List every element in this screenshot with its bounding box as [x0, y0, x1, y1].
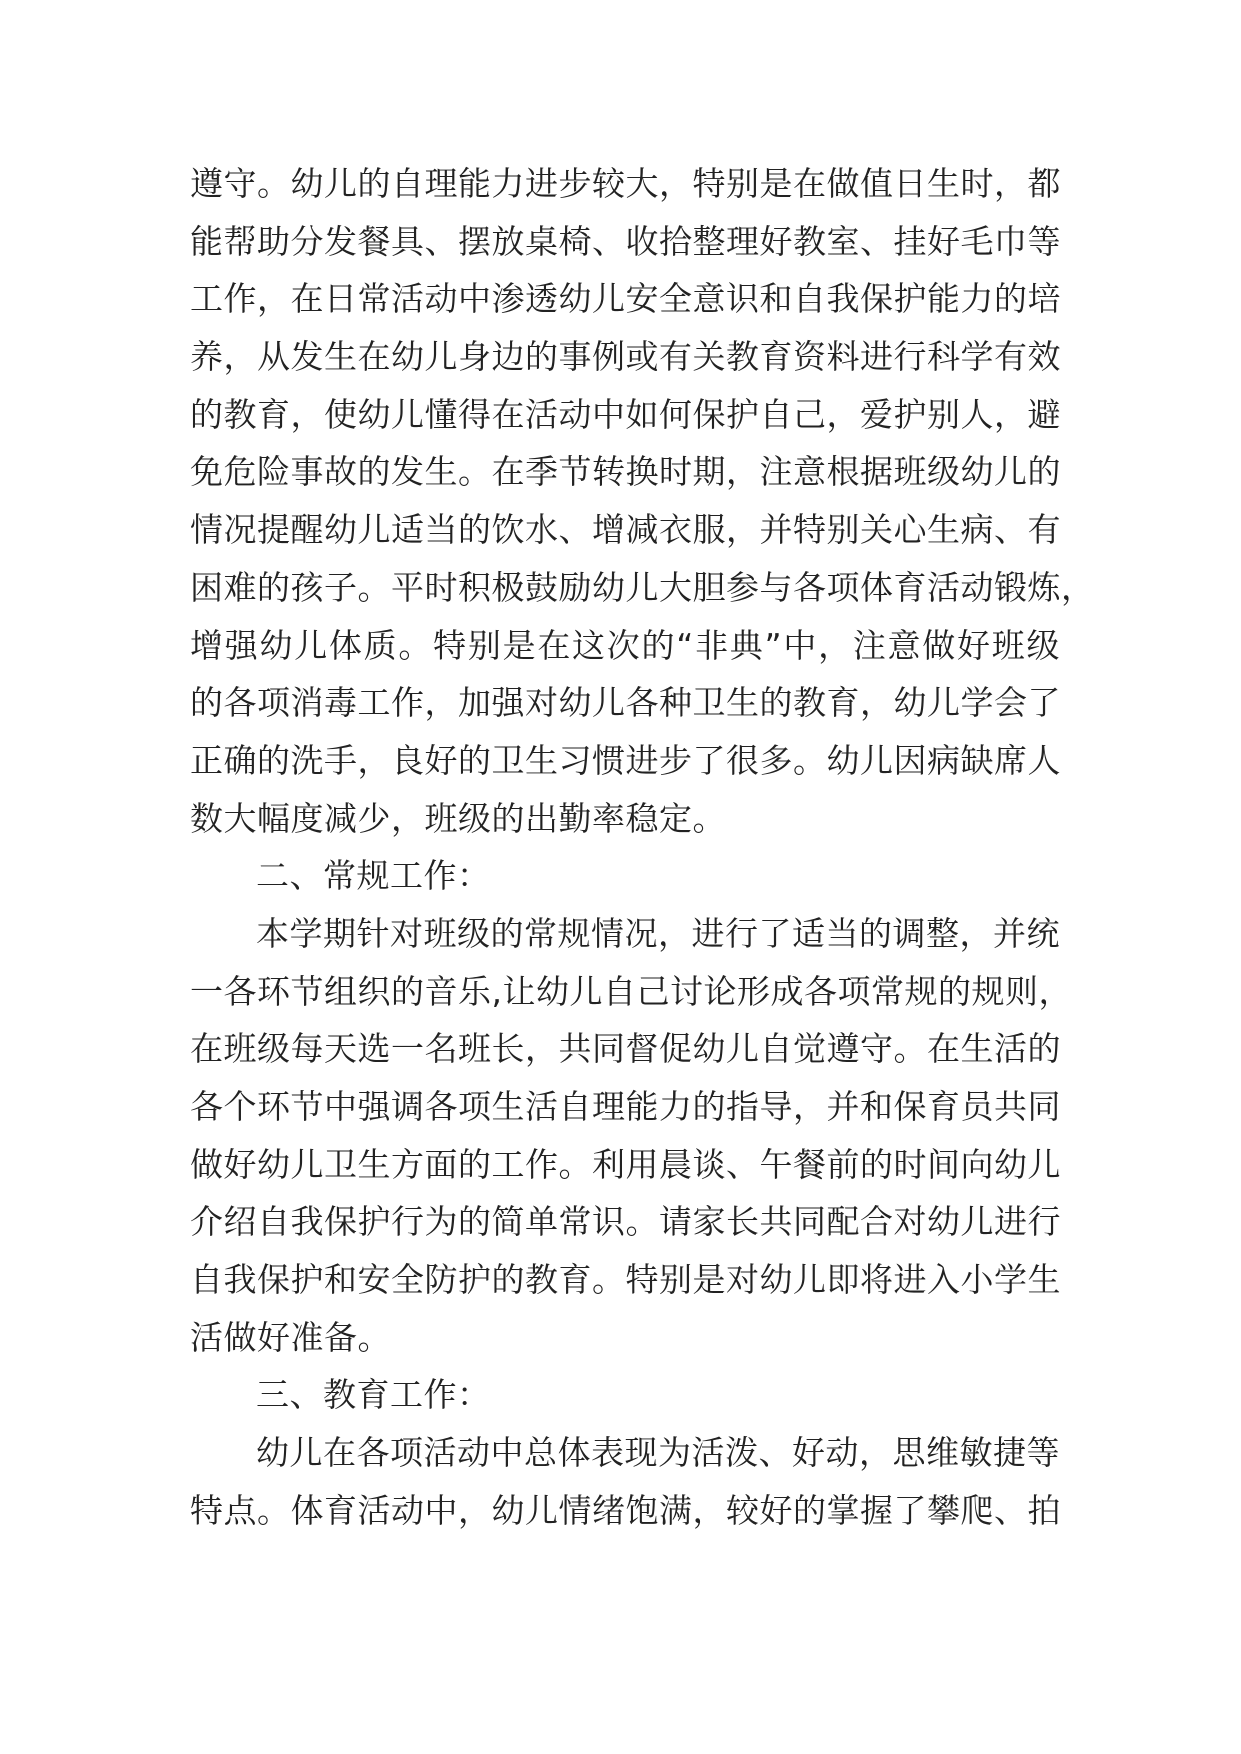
body-text-line: 的教育，使幼儿懂得在活动中如何保护自己，爱护别人，避 — [190, 394, 1061, 434]
body-text-line: 免危险事故的发生。在季节转换时期，注意根据班级幼儿的 — [190, 452, 1061, 492]
body-text-line: 做好幼儿卫生方面的工作。利用晨谈、午餐前的时间向幼儿 — [190, 1144, 1061, 1184]
body-text-line: 工作，在日常活动中渗透幼儿安全意识和自我保护能力的培 — [190, 279, 1061, 319]
body-text-line: 幼儿在各项活动中总体表现为活泼、好动，思维敏捷等 — [256, 1433, 1060, 1473]
body-text-line: 能帮助分发餐具、摆放桌椅、收拾整理好教室、挂好毛巾等 — [190, 221, 1061, 261]
body-text-line: 困难的孩子。平时积极鼓励幼儿大胆参与各项体育活动锻炼， — [190, 567, 1095, 607]
body-text-line: 遵守。幼儿的自理能力进步较大，特别是在做值日生时，都 — [190, 164, 1061, 203]
body-text-line: 自我保护和安全防护的教育。特别是对幼儿即将进入小学生 — [190, 1260, 1061, 1300]
body-text-line: 正确的洗手，良好的卫生习惯进步了很多。幼儿因病缺席人 — [190, 740, 1061, 780]
section-heading: 二、常规工作： — [256, 856, 491, 896]
body-text-line: 的各项消毒工作，加强对幼儿各种卫生的教育，幼儿学会了 — [190, 683, 1061, 723]
body-text-line: 活做好准备。 — [190, 1317, 391, 1357]
body-text-line: 各个环节中强调各项生活自理能力的指导，并和保育员共同 — [190, 1087, 1061, 1126]
document-page — [190, 155, 1095, 1540]
body-text-line: 本学期针对班级的常规情况，进行了适当的调整，并统 — [256, 913, 1060, 953]
body-text-line: 增强幼儿体质。特别是在这次的“非典”中，注意做好班级 — [190, 625, 1060, 665]
section-heading: 三、教育工作： — [256, 1375, 491, 1415]
body-text-line: 在班级每天选一名班长，共同督促幼儿自觉遵守。在生活的 — [190, 1029, 1061, 1069]
body-text-line: 一各环节组织的音乐,让幼儿自己讨论形成各项常规的规则， — [190, 971, 1072, 1011]
body-text-line: 养，从发生在幼儿身边的事例或有关教育资料进行科学有效 — [190, 337, 1061, 377]
body-text-line: 情况提醒幼儿适当的饮水、增减衣服，并特别关心生病、有 — [190, 510, 1061, 550]
body-text-line: 数大幅度减少，班级的出勤率稳定。 — [190, 798, 726, 838]
body-text-line: 介绍自我保护行为的简单常识。请家长共同配合对幼儿进行 — [190, 1202, 1061, 1242]
body-text-line: 特点。体育活动中，幼儿情绪饱满，较好的掌握了攀爬、拍 — [190, 1490, 1061, 1530]
